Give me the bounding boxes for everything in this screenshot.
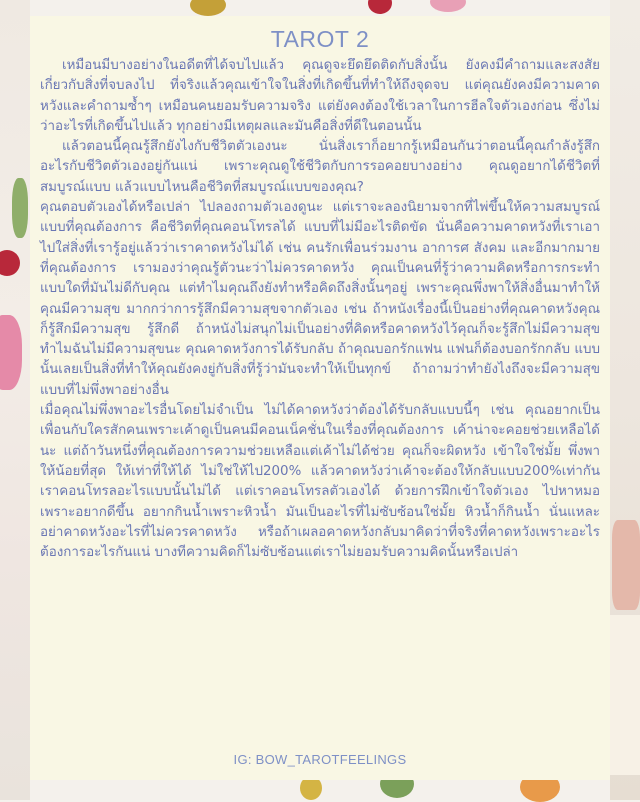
leaf-decoration — [12, 178, 28, 238]
card-title: TAROT 2 — [270, 26, 370, 52]
flower-decoration — [368, 0, 392, 14]
paragraph: เหมือนมีบางอย่างในอดีตที่ได้จบไปแล้ว คุณดูจะยึดยึดติดกับสิ่งนั้น ยังคงมีคำถามและสงสัยเกี่ยวกับสิ่งที่จบลงไป ที่จริงแล้วคุณเข้าใจในสิ่งที่เกิดขึ้นที่ทำให้ถึงจุดจบ แต่คุณยังคงมีความคาดหวังและคำถามซ้ำๆ เหมือนคนยอมรับความจริง แต่ยังคงต้องใช้เวลาในการฮีลใจตัวเองก่อน ซึ่งไม่ว่าอะไรที่เกิดขึ้นไปแล้ว ทุกอย่างมีเหตุผลและมันคือสิ่งที่ดีในตอนนั้น — [40, 58, 600, 134]
flower-decoration — [430, 0, 466, 12]
flower-decoration — [612, 520, 640, 610]
card-body — [40, 56, 600, 563]
flower-decoration — [190, 0, 226, 16]
background-left — [0, 0, 30, 800]
instagram-handle: IG: BOW_TAROTFEELINGS — [233, 752, 407, 767]
shelf-decoration — [608, 615, 640, 775]
text-card — [30, 16, 610, 780]
paragraph: เมื่อคุณไม่พึ่งพาอะไรอื่นโดยไม่จำเป็น ไม่ได้คาดหวังว่าต้องได้รับกลับแบบนี้ๆ เช่น คุณอยากเป็นเพื่อนกับใครสักคนเพราะเค้าดูเป็นคนมีคอนเน็คชั่นในเรื่องที่คุณต้องการ เค้าน่าจะคอยช่วยเหลือได้นะ แต่ถ้าวันหนึ่งที่คุณต้องการความช่วยเหลือแต่เค้าไม่ได้ช่วย คุณก็จะผิดหวัง เข้าใจใช่มั้ย พึ่งพาให้น้อยที่สุด ให้เท่าที่ให้ได้ ไม่ใช่ให้ไป200% แล้วคาดหวังว่าเค้าจะต้องให้กลับแบบ200%เท่ากัน เราคอนโทรลอะไรแบบนั้นไม่ได้ แต่เราคอนโทรลตัวเองได้ ด้วยการฝึกเข้าใจตัวเอง ไปหาหมอเพราะอยากดีขึ้น อยากกินน้ำเพราะหิวน้ำ มันเป็นอะไรที่ไม่ซับซ้อนใช่มั้ย หิวน้ำก็กินน้ำ นั่นแหละอย่าคาดหวังอะไรที่ไม่ควรคาดหวัง หรือถ้าเผลอคาดหวังกลับมาคิดว่าที่จริงที่คาดหวังเพราะอะไรต้องการอะไรกันแน่ บางทีความคิดก็ไม่ซับซ้อนแต่เราไม่ยอมรับความคิดนั้นหรือเปล่า — [40, 403, 600, 561]
flower-decoration — [0, 315, 22, 390]
paragraph: คุณตอบตัวเองได้หรือเปล่า ไปลองถามตัวเองดูนะ แต่เราจะลองนิยามจากที่ไพ่ขึ้นให้ความสมบูรณ์แบบที่คุณต้องการ คือชีวิตที่คุณคอนโทรลได้ แบบที่ไม่มีอะไรติดขัด นั่นคือความคาดหวังที่เราเอาไปใส่สิ่งที่เรารู้อยู่แล้วว่าเราคาดหวังไม่ได้ เช่น คนรักเพื่อนร่วมงาน อาการศ สังคม และอีกมากมายที่คุณต้องการ เรามองว่าคุณรู้ตัวนะว่าไม่ควรคาดหวัง คุณเป็นคนที่รู้ว่าความคิดหรือการกระทำแบบใดที่มันไม่ดีกับคุณ แต่ทำไมคุณถึงยังทำหรือคิดถึงสิ่งนั้นๆอยู่ เพราะคุณพึ่งพาให้สิ่งอื่นมาทำให้คุณมีความสุข มากกว่าการรู้สึกมีความสุขจากตัวเอง เช่น ถ้าหนังเรื่องนี้เป็นอย่างที่คุณคาดหวังคุณก็รู้สึกมีความสุข รู้สึกดี ถ้าหนังไม่สนุกไม่เป็นอย่างที่คิดหรือคาดหวังไว้คุณก็จะรู้สึกไม่มีความสุข ทำไมฉันไม่มีความสุขนะ คุณคาดหวังการได้รับกลับ ถ้าคุณบอกรักแฟน แฟนก็ต้องบอกรักกลับ แบบนั้นเลยเป็นสิ่งที่ทำให้คุณยังคงยู่กับสิ่งที่รู้ว่ามันจะทำให้เป็นทุกข์ ถ้าถามว่าทำยังไงถึงจะมีความสุขแบบที่ไม่พึ่งพาอย่างอื่น — [40, 200, 600, 398]
paragraph: แล้วตอนนี้คุณรู้สึกยังไงกับชีวิตตัวเองนะ นั่นสิ่งเราก็อยากรู้เหมือนกันว่าตอนนี้คุณกำลังรู้สึกอะไรกับชีวิตตัวเองอยู่กันแน่ เพราะคุณดูใช้ชีวิตกับการรอคอยบางอย่าง คุณดูอยากได้ชีวิตที่สมบูรณ์แบบ แล้วแบบไหนคือชีวิตที่สมบูรณ์แบบของคุณ? — [40, 139, 600, 195]
